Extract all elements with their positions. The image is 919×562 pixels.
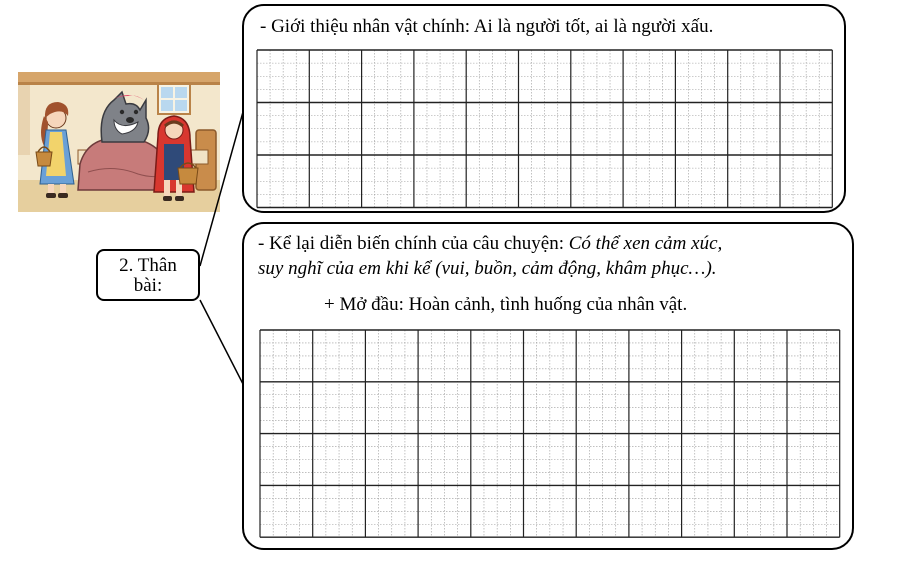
events-instruction-normal: - Kể lại diễn biến chính của câu chuyện:: [258, 233, 569, 254]
section-label-line1: 2. Thân: [119, 255, 177, 276]
opening-instruction: + Mở đầu: Hoàn cảnh, tình huống của nhân vật.: [324, 294, 688, 315]
character-intro-text: - Giới thiệu nhân vật chính: Ai là người tốt, ai là người xấu.: [260, 16, 714, 37]
events-instruction-line2: suy nghĩ của em khi kể (vui, buồn, cảm động, khâm phục…).: [258, 258, 717, 279]
events-instruction-italic: Có thể xen cảm xúc,: [568, 233, 723, 254]
story-events-panel: [242, 222, 854, 550]
writing-grid-bottom[interactable]: [259, 329, 841, 538]
writing-grid-top[interactable]: [256, 49, 833, 209]
character-intro-panel: [242, 4, 846, 213]
window-graphic: [158, 84, 190, 114]
section-label-line2: bài:: [133, 275, 163, 296]
story-illustration: [18, 72, 220, 212]
events-instruction-line1: [258, 233, 722, 255]
section-label-body: [96, 249, 200, 301]
